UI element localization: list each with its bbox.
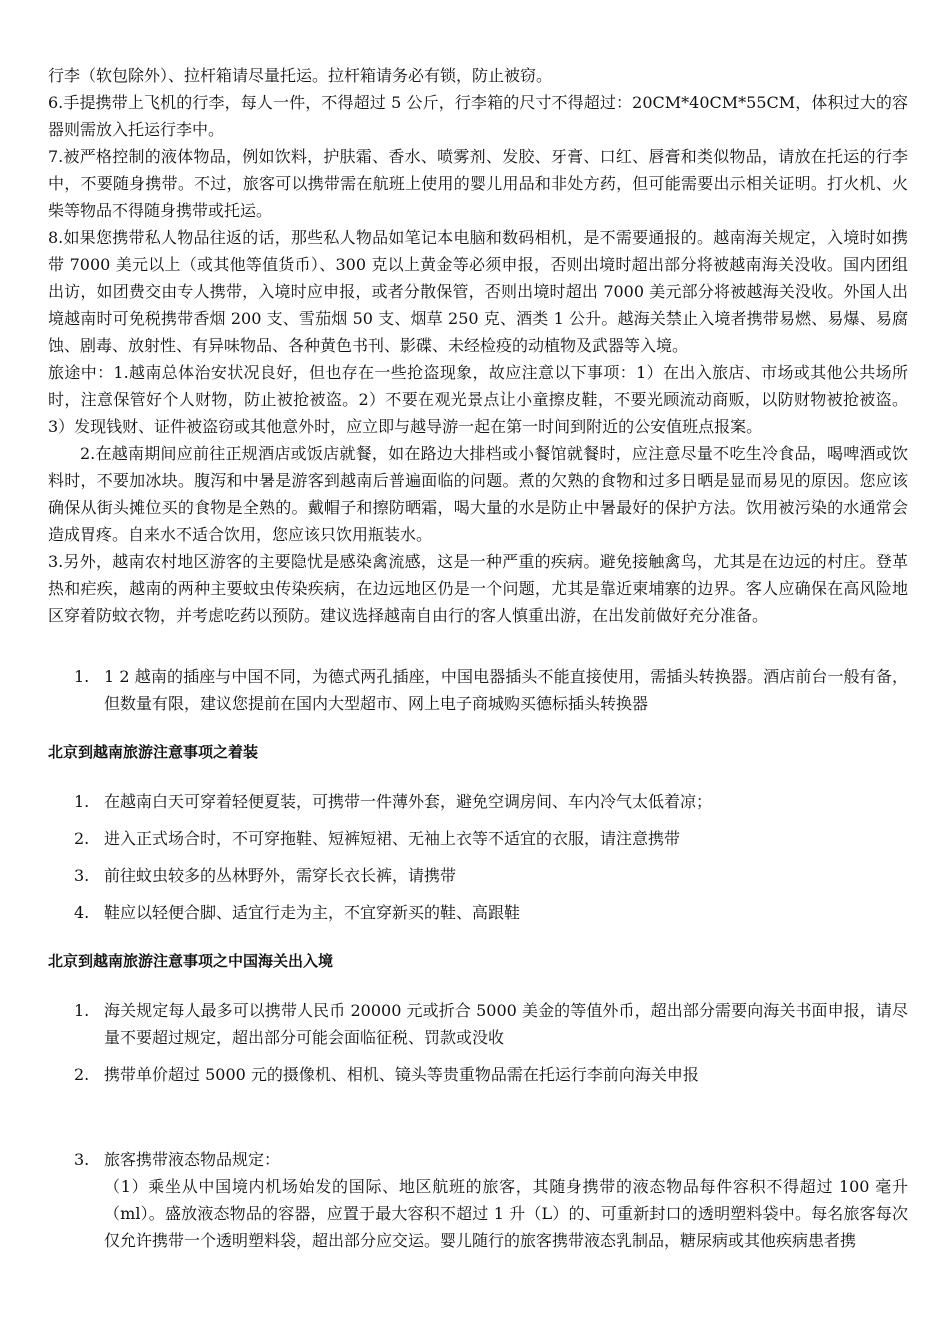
document-page <box>48 62 908 1254</box>
paragraph-disease: 3.另外，越南农村地区游客的主要隐忧是感染禽流感，这是一种严重的疾病。避免接触禽鸟，尤其是在边远的村庄。登革热和疟疾，越南的两种主要蚊虫传染疾病，在边远地区仍是一个问题，尤其是靠近柬埔寨的边界。客人应确保在高风险地区穿着防蚊衣物，并考虑吃药以预防。建议选择越南自由行的客人慎重出游，在出发前做好充分准备。 <box>48 552 908 625</box>
paragraph-personal-items: 8.如果您携带私人物品往返的话，那些私人物品如笔记本电脑和数码相机，是不需要通报的。越南海关规定，入境时如携带 7000 美元以上（或其他等值货币）、300 克以上黄金等必须申报，否则出境时超出部分将被越南海关没收。国内团组出访，如团费交由专人携带，入境时应申报，或者分散保管，否则出境时超出 7000 美元部分将被越海关没收。外国人出境越南时可免税携带香烟 200 支、雪茄烟 50 支、烟草 250 克、酒类 1 公升。越海关禁止入境者携带易燃、易爆、易腐蚀、剧毒、放射性、有异味物品、各种黄色书刊、影碟、未经检疫的动植物及武器等入境。 <box>48 228 908 355</box>
list-number: 1. <box>74 667 90 686</box>
customs-list-continued <box>48 1146 908 1173</box>
list-item <box>48 788 908 815</box>
paragraph-carry-on-limit: 6.手提携带上飞机的行李，每人一件，不得超过 5 公斤，行李箱的尺寸不得超过：20CM*40CM*55CM，体积过大的容器则需放入托运行李中。 <box>48 93 908 139</box>
paragraph-luggage-lock: 行李（软包除外）、拉杆箱请尽量托运。拉杆箱请务必有锁，防止被窃。 <box>48 66 553 85</box>
list-number: 4. <box>74 903 90 922</box>
paragraph-safety: 旅途中：1.越南总体治安状况良好，但也存在一些抢盗现象，故应注意以下事项：1）在出入旅店、市场或其他公共场所时，注意保管好个人财物，防止被抢被盗。2）不要在观光景点让小童擦皮鞋，不要光顾流动商贩，以防财物被抢被盗。3）发现钱财、证件被盗窃或其他意外时，应立即与越导游一起在第一时间到附近的公安值班点报案。 <box>48 363 908 436</box>
section-title-customs: 北京到越南旅游注意事项之中国海关出入境 <box>48 952 334 970</box>
list-number: 2. <box>74 1065 90 1084</box>
customs-list <box>48 997 908 1088</box>
list-item <box>48 862 908 889</box>
paragraph-food-health: 2.在越南期间应前往正规酒店或饭店就餐，如在路边大排档或小餐馆就餐时，应注意尽量不吃生冷食品，喝啤酒或饮料时，不要加冰块。腹泻和中暑是游客到越南后普遍面临的问题。煮的欠熟的食物和过多日晒是显而易见的原因。您应该确保从街头摊位买的食物是全熟的。戴帽子和擦防晒霜，喝大量的水是防止中暑最好的保护方法。饮用被污染的水通常会造成胃疼。自来水不适合饮用，您应该只饮用瓶装水。 <box>48 444 908 544</box>
list-item <box>48 825 908 852</box>
section-title-clothing: 北京到越南旅游注意事项之着装 <box>48 743 259 761</box>
list-item <box>48 1061 908 1088</box>
list-text: 鞋应以轻便合脚、适宜行走为主，不宜穿新买的鞋、高跟鞋 <box>104 903 521 922</box>
list-text: 前往蚊虫较多的丛林野外，需穿长衣长裤，请携带 <box>104 866 457 885</box>
list-item <box>48 997 908 1051</box>
list-number: 3. <box>74 866 90 885</box>
list-text: 海关规定每人最多可以携带人民币 20000 元或折合 5000 美金的等值外币，超出部分需要向海关书面申报，请尽量不要超过规定，超出部分可能会面临征税、罚款或没收 <box>104 1001 908 1047</box>
list-number: 3. <box>74 1150 90 1169</box>
list-item <box>48 899 908 926</box>
list-item <box>48 663 908 717</box>
list-item <box>48 1146 908 1173</box>
list-text: 1 2 越南的插座与中国不同，为德式两孔插座，中国电器插头不能直接使用，需插头转换器。酒店前台一般有备，但数量有限，建议您提前在国内大型超市、网上电子商城购买德标插头转换器 <box>104 667 908 713</box>
list-text: 旅客携带液态物品规定： <box>104 1150 281 1169</box>
list-text: 进入正式场合时，不可穿拖鞋、短裤短裙、无袖上衣等不适宜的衣服，请注意携带 <box>104 829 681 848</box>
clothing-list <box>48 788 908 926</box>
liquids-rule-text: （1）乘坐从中国境内机场始发的国际、地区航班的旅客，其随身携带的液态物品每件容积不得超过 100 毫升（ml）。盛放液态物品的容器，应置于最大容积不超过 1 升（L）的、可重新封口的透明塑料袋中。每名旅客每次仅允许携带一个透明塑料袋，超出部分应交运。婴儿随行的旅客携带液态乳制品，糖尿病或其他疾病患者携 <box>104 1177 908 1250</box>
list-number: 1. <box>74 792 90 811</box>
list-text: 在越南白天可穿着轻便夏装，可携带一件薄外套，避免空调房间、车内冷气太低着凉； <box>104 792 713 811</box>
list-number: 2. <box>74 829 90 848</box>
list-text: 携带单价超过 5000 元的摄像机、相机、镜头等贵重物品需在托运行李前向海关申报 <box>104 1065 699 1084</box>
list-number: 1. <box>74 1001 90 1020</box>
plug-list <box>48 663 908 717</box>
paragraph-liquids: 7.被严格控制的液体物品，例如饮料，护肤霜、香水、喷雾剂、发胶、牙膏、口红、唇膏和类似物品，请放在托运的行李中，不要随身携带。不过，旅客可以携带需在航班上使用的婴儿用品和非处方药，但可能需要出示相关证明。打火机、火柴等物品不得随身携带或托运。 <box>48 147 908 220</box>
